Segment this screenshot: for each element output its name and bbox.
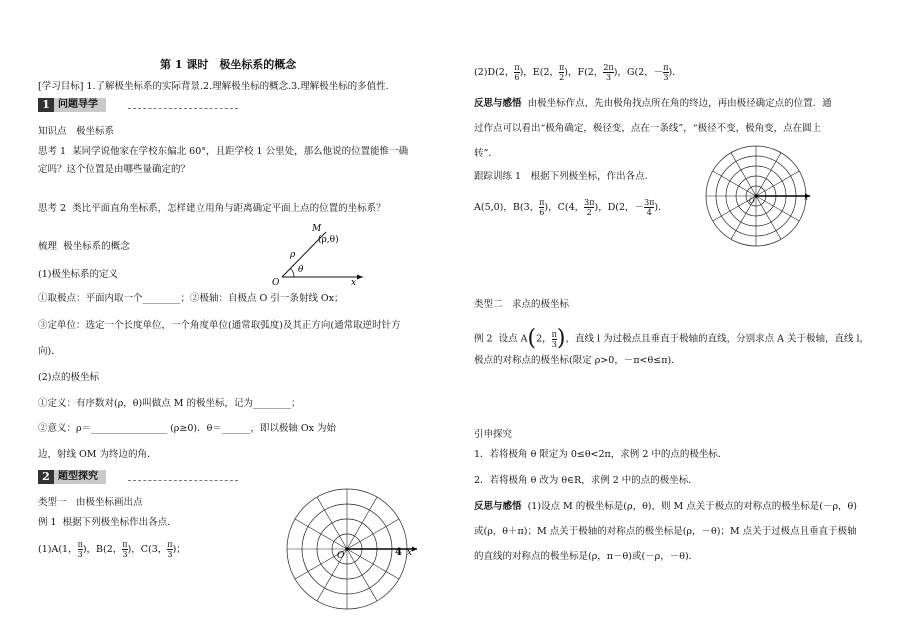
reflection-2-line3: 的直线的对称点的极坐标是(ρ，π－θ)或(－ρ，－θ)． xyxy=(474,551,699,562)
label-coord: (ρ,θ) xyxy=(318,235,339,245)
section-label: 题型探究 xyxy=(54,470,106,484)
fraction xyxy=(644,198,654,217)
frac-den: 3 xyxy=(122,550,128,559)
frac-den: 6 xyxy=(514,73,520,82)
polar-1-origin: O xyxy=(337,551,345,561)
point-b: )，B(2， xyxy=(82,544,123,555)
point-end: )． xyxy=(654,202,668,213)
summary-label: 梳理 xyxy=(38,241,58,252)
follow-up-1: 跟踪训练 1 根据下列极坐标，作出各点. xyxy=(474,171,648,182)
example-2-text-a: 设点 A xyxy=(498,333,528,345)
grid-ray xyxy=(347,549,377,601)
section-label: 问题导学 xyxy=(54,98,106,112)
point-end: )． xyxy=(668,67,682,78)
example-2-line2: 极点的对称点的极坐标(限定 ρ>0，－π<θ≤π). xyxy=(474,355,675,366)
axis-arrow-icon xyxy=(412,547,417,552)
think-2-label: 思考 2 xyxy=(38,203,67,214)
think-2-text: 类比平面直角坐标系，怎样建立用角与距离确定平面上点的位置的坐标系？ xyxy=(72,203,386,214)
example-1-part-2 xyxy=(474,63,682,82)
def-heading-1: (1)极坐标系的定义 xyxy=(38,269,118,280)
follow-up-points xyxy=(474,198,668,217)
fraction xyxy=(584,198,594,217)
def-p4a: ②意义：ρ＝________________ (ρ≥0)．θ＝______，即以极轴 Ox 为始 xyxy=(38,423,337,434)
objectives-text: 1.了解极坐标系的实际背景.2.理解极坐标的概念.3.理解极坐标的多值性. xyxy=(86,81,389,92)
label-theta: θ xyxy=(298,265,304,275)
point-d: )，D(2，－ xyxy=(594,202,645,213)
think-1-line1 xyxy=(38,145,408,158)
frac-num: π xyxy=(559,63,565,72)
label-rho: ρ xyxy=(290,250,296,260)
frac-den: 2 xyxy=(584,207,594,217)
summary-heading xyxy=(38,240,130,253)
reflection-1-line1 xyxy=(474,97,832,110)
label-m: M xyxy=(312,224,322,234)
grid-ray xyxy=(317,497,347,549)
reflection-2-line2: 或(ρ，θ＋π)；M 点关于极轴的对称点的极坐标是(ρ，－θ)；M 点关于过极点且垂直于极轴 xyxy=(474,526,857,537)
grid-ray xyxy=(347,549,399,579)
objectives-label: [学习目标] xyxy=(38,81,84,92)
label-o: O xyxy=(272,278,280,287)
section-header-2 xyxy=(38,470,238,484)
reflection-label: 反思与感悟 xyxy=(474,98,522,109)
def-p2a: ③定单位：选定一个长度单位，一个角度单位(通常取弧度)及其正方向(通常取逆时针方 xyxy=(38,320,401,331)
angle-arc xyxy=(290,268,294,277)
section-number: 2 xyxy=(38,470,54,484)
frac-num: π xyxy=(167,540,173,549)
section-divider xyxy=(128,480,238,481)
def-p2b: 向)． xyxy=(38,346,61,357)
label-x: x xyxy=(351,278,357,287)
frac-den: 4 xyxy=(644,207,654,217)
example-1-points xyxy=(38,540,186,559)
frac-num: π xyxy=(77,540,83,549)
polar-concept-figure xyxy=(268,222,368,287)
reflection-1-line2: 过作点可以看出“极角确定，极径变，点在一条线”，“极径不变，极角变，点在圆上 xyxy=(474,123,822,134)
frac-den: 3 xyxy=(167,550,173,559)
reflection-text: 由极坐标作点，先由极角找点所在角的终边，再由极径确定点的位置．通 xyxy=(527,98,832,109)
polar-grid-2 xyxy=(700,140,812,252)
frac-num: π xyxy=(122,540,128,549)
think-1-label: 思考 1 xyxy=(38,146,67,157)
grid-ray xyxy=(347,519,399,549)
def-p4b: 边，射线 OM 为终边的角． xyxy=(38,449,157,460)
section-number: 1 xyxy=(38,98,54,112)
reflection-2-line1 xyxy=(474,500,857,513)
pole-point xyxy=(345,547,348,550)
point-d: (2)D(2， xyxy=(474,67,515,78)
example-2-label: 例 2 xyxy=(474,333,493,345)
frac-den: 3 xyxy=(603,72,613,82)
frac-num: 3π xyxy=(644,198,655,207)
example-1-text: 根据下列极坐标作出各点. xyxy=(62,517,171,528)
frac-den: 3 xyxy=(77,550,83,559)
def-p3: ①定义：有序数对(ρ，θ)叫做点 M 的极坐标，记为________； xyxy=(38,398,301,409)
frac-den: 6 xyxy=(539,208,545,217)
page-title: 第 1 课时 极坐标系的概念 xyxy=(160,58,297,71)
summary-text: 极坐标系的概念 xyxy=(63,241,130,252)
extend-1: 1．若将极角 θ 限定为 0≤θ<2π，求例 2 中的点的极坐标． xyxy=(474,449,728,460)
grid-ray xyxy=(347,497,377,549)
paren-right: ) xyxy=(556,326,566,351)
example-1 xyxy=(38,516,170,529)
extend-heading: 引申探究 xyxy=(474,429,513,440)
polar-grid-1 xyxy=(272,478,422,620)
frac-den: 3 xyxy=(551,339,557,349)
learning-objectives xyxy=(38,80,389,93)
example-2-rho: 2， xyxy=(536,333,552,345)
type-2-heading: 类型二 求点的极坐标 xyxy=(474,299,570,310)
point-end: )； xyxy=(172,544,186,555)
frac-num: π xyxy=(551,329,557,339)
frac-den: 2 xyxy=(559,73,565,82)
point-f: )，F(2， xyxy=(564,67,604,78)
grid-ray xyxy=(295,519,347,549)
polar-grid-2-lines xyxy=(706,146,810,246)
fraction xyxy=(603,63,613,82)
example-1-label: 例 1 xyxy=(38,517,57,528)
frac-num: π xyxy=(514,63,520,72)
knowledge-point: 知识点 极坐标系 xyxy=(38,126,115,137)
point-c: )，C(3， xyxy=(127,544,168,555)
frac-num: 3π xyxy=(584,198,595,207)
pole-point xyxy=(754,194,757,197)
reflection-text: (1)设点 M 的极坐标是(ρ，θ)，则 M 点关于极点的对称点的极坐标是(－ρ，θ) xyxy=(527,501,857,512)
point-e: )，E(2， xyxy=(519,67,559,78)
point-ab: A(5,0)，B(3， xyxy=(474,202,540,213)
frac-den: 3 xyxy=(663,73,669,82)
section-divider xyxy=(128,108,238,109)
axis-arrow-icon xyxy=(357,275,363,280)
polar-1-x-label: x xyxy=(407,548,413,558)
think-2 xyxy=(38,202,386,215)
frac-num: π xyxy=(539,198,545,207)
def-heading-2: (2)点的极坐标 xyxy=(38,372,99,383)
point-a: (1)A(1， xyxy=(38,544,78,555)
section-header-1 xyxy=(38,98,238,112)
extend-2: 2．若将极角 θ 改为 θ∈R，求例 2 中的点的极坐标． xyxy=(474,475,698,486)
polar-2-x-label: x xyxy=(804,194,808,202)
point-c: )，C(4， xyxy=(544,202,585,213)
type-1-heading: 类型一 由极坐标画出点 xyxy=(38,497,143,508)
frac-num: π xyxy=(663,63,669,72)
polar-1-tick-4: 4 xyxy=(395,547,402,558)
reflection-label: 反思与感悟 xyxy=(474,501,522,512)
reflection-1-line3: 转”． xyxy=(474,148,498,159)
frac-num: 2π xyxy=(603,63,614,72)
think-1-text: 某同学说他家在学校东偏北 60°，且距学校 1 公里处，那么他说的位置能惟一确 xyxy=(72,146,409,157)
think-1-line2: 定吗？这个位置是由哪些量确定的？ xyxy=(38,164,191,175)
def-p1: ①取极点：平面内取一个________；②极轴：自极点 O 引一条射线 Ox； xyxy=(38,293,344,304)
example-2-text-b: ，直线 l 为过极点且垂直于极轴的直线，分别求点 A 关于极轴，直线 l， xyxy=(565,333,870,345)
polar-2-origin: O xyxy=(749,197,755,205)
paren-left: ( xyxy=(527,326,537,351)
point-g: )，G(2，－ xyxy=(613,67,664,78)
